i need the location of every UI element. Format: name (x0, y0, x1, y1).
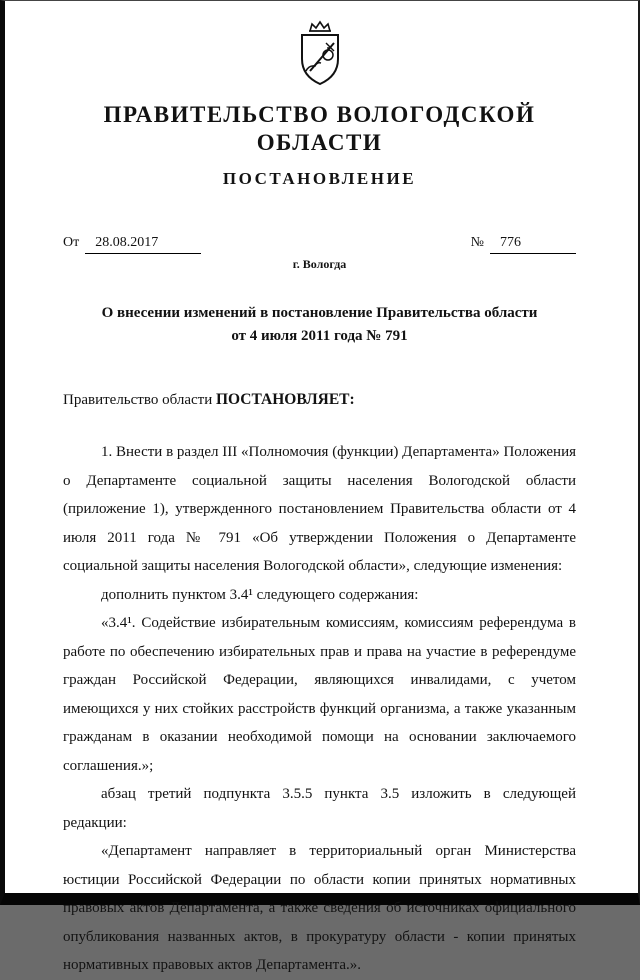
org-title: ПРАВИТЕЛЬСТВО ВОЛОГОДСКОЙ ОБЛАСТИ (103, 102, 536, 155)
coat-of-arms-icon (63, 19, 576, 89)
subject-line-1: О внесении изменений в постановление Правительства области (101, 305, 538, 322)
doc-type-title: ПОСТАНОВЛЕНИЕ (222, 169, 417, 189)
date-block (63, 235, 201, 254)
number-block (471, 235, 576, 254)
preamble (63, 385, 576, 415)
subject-line-2: от 4 июля 2011 года № 791 (231, 328, 408, 345)
meta-row (63, 235, 576, 254)
body-paragraph: абзац третий подпункта 3.5.5 пункта 3.5 изложить в следующей редакции: (63, 786, 576, 831)
body-paragraph: дополнить пунктом 3.4¹ следующего содержания: (101, 586, 419, 603)
number-value: 776 (490, 235, 576, 254)
preamble-resolve: ПОСТАНОВЛЯЕТ: (215, 390, 355, 408)
subject-title (63, 302, 576, 349)
document-body (63, 438, 576, 980)
city-label: г. Вологда (292, 257, 347, 272)
date-value: 28.08.2017 (85, 235, 201, 254)
date-label: От (63, 235, 80, 251)
body-paragraph: «Департамент направляет в территориальный орган Министерства юстиции Российской Федерации по области копии принятых нормативных правовых актов Департамента, а также сведения об источниках официального опубликования названных актов, в прокуратуру области - копии принятых нормативных правовых актов Департамента.». (63, 843, 576, 974)
number-label: № (470, 235, 484, 251)
preamble-text: Правительство области (63, 391, 216, 408)
body-paragraph: 1. Внести в раздел III «Полномочия (функции) Департамента» Положения о Департаменте социальной защиты населения Вологодской области (приложение 1), утвержденного постановлением Правительства области от 4 июля 2011 года № 791 «Об утверждении Положения о Департаменте социальной защиты населения Вологодской области», следующие изменения: (63, 444, 576, 575)
body-paragraph: «3.4¹. Содействие избирательным комиссиям, комиссиям референдума в работе по обеспечению избирательных прав и права на участие в референдуме граждан Российской Федерации, являющихся инвалидами, с учетом имеющихся у них стойких расстройств функций организма, а также указанным гражданам в оказании необходимой помощи на основании заключаемого соглашения.»; (63, 615, 576, 774)
